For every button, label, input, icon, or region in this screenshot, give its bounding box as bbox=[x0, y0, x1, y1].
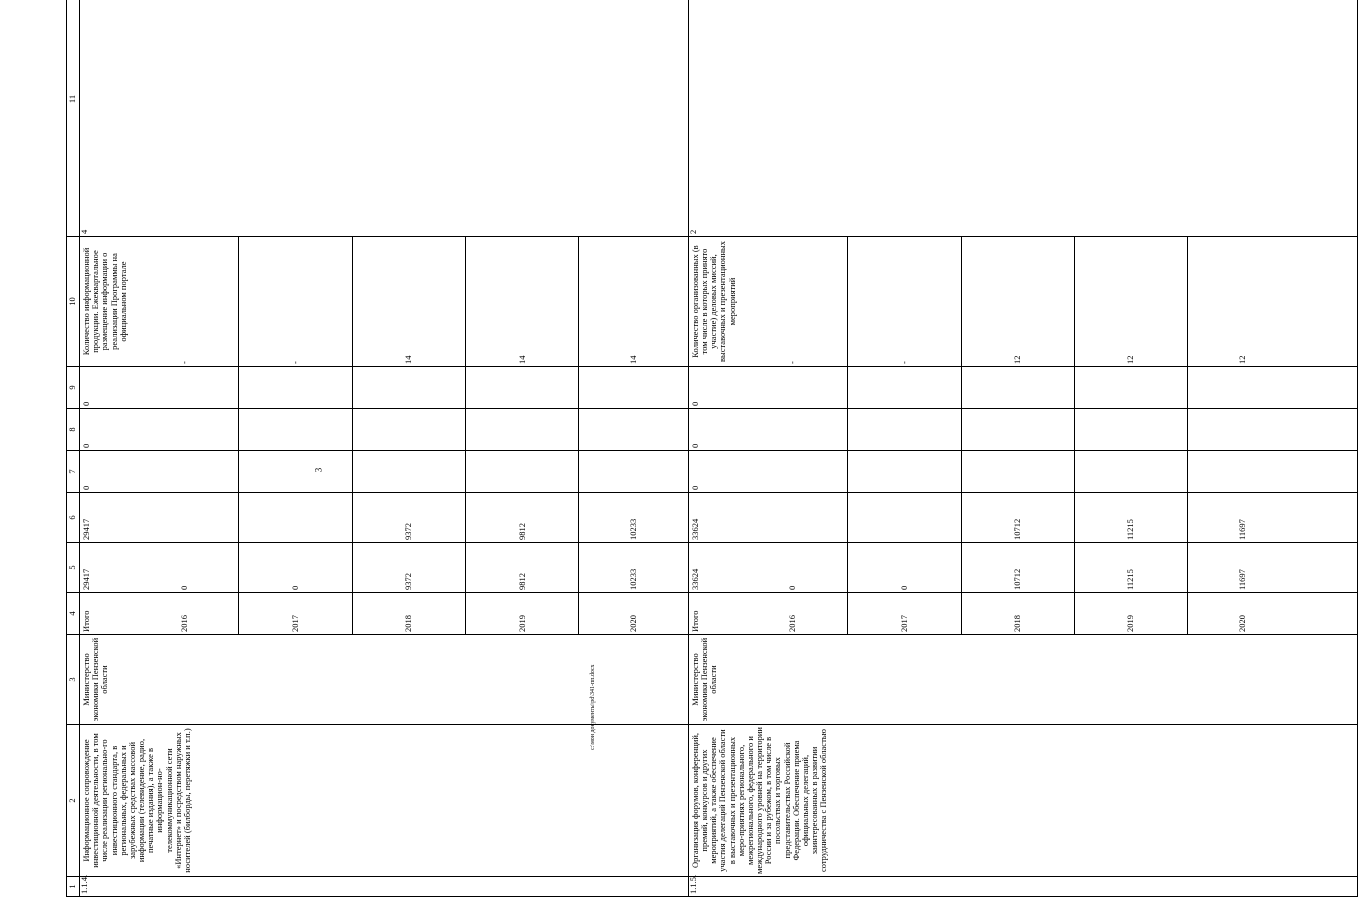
year: 2020 bbox=[579, 593, 688, 634]
header-cell: 1 bbox=[67, 877, 80, 897]
indicator-cell bbox=[688, 237, 1357, 367]
amount: 0 bbox=[239, 543, 352, 592]
indicator-number: 2 bbox=[688, 0, 1357, 237]
header-cell: 4 bbox=[67, 593, 80, 635]
amount bbox=[848, 493, 961, 542]
header-cell: 7 bbox=[67, 451, 80, 493]
amount bbox=[739, 493, 848, 542]
header-cell: 3 bbox=[67, 635, 80, 725]
indicator-name: Количество информационной продукции. Ежеквартальное размещение информации о реализации Программы на официальном портале bbox=[81, 247, 128, 356]
amount-cell bbox=[80, 409, 689, 451]
indicator-value: 14 bbox=[352, 237, 465, 366]
amount: 11697 bbox=[1188, 543, 1297, 592]
indicator-value: 14 bbox=[579, 237, 688, 366]
amount-cell bbox=[688, 493, 1357, 543]
amount bbox=[130, 493, 239, 542]
regional-budget-total: 29417 bbox=[81, 518, 91, 540]
page-number: 3 bbox=[313, 467, 324, 473]
amount: 9812 bbox=[466, 493, 579, 542]
year: 2016 bbox=[178, 615, 189, 632]
amount: 11697 bbox=[1188, 493, 1297, 542]
header-cell: 10 bbox=[67, 237, 80, 367]
year: 2017 bbox=[848, 593, 961, 634]
table-row bbox=[688, 0, 1357, 897]
header-cell: 11 bbox=[67, 0, 80, 237]
file-path-footer: c:\мои документы\pd\341-пп.docx bbox=[590, 664, 596, 750]
amount: 10712 bbox=[961, 543, 1074, 592]
indicator-value: - bbox=[787, 361, 798, 364]
amount-cell bbox=[688, 451, 1357, 493]
amount: 10233 bbox=[579, 543, 688, 592]
indicator-value: 14 bbox=[466, 237, 579, 366]
amount: 0 bbox=[81, 401, 91, 406]
header-cell: 5 bbox=[67, 543, 80, 593]
amount: 11215 bbox=[1074, 493, 1187, 542]
year: 2016 bbox=[787, 615, 798, 632]
amount-cell bbox=[80, 451, 689, 493]
amount: 0 bbox=[787, 585, 798, 590]
year: 2018 bbox=[961, 593, 1074, 634]
amount-cell bbox=[688, 543, 1357, 593]
year: 2020 bbox=[1188, 593, 1297, 634]
amount: 0 bbox=[689, 443, 700, 448]
year-cell bbox=[688, 593, 1357, 635]
indicator-value: 12 bbox=[961, 237, 1074, 366]
amount bbox=[239, 493, 352, 542]
year: 2019 bbox=[1074, 593, 1187, 634]
amount: 0 bbox=[81, 485, 91, 490]
amount: 10233 bbox=[579, 493, 688, 542]
amount-cell bbox=[80, 493, 689, 543]
amount: 11215 bbox=[1074, 543, 1187, 592]
year: 2018 bbox=[352, 593, 465, 634]
indicator-value: - bbox=[848, 237, 961, 366]
year: 2017 bbox=[239, 593, 352, 634]
row-number: 1.1.5. bbox=[688, 877, 1357, 897]
indicator-value: 12 bbox=[1074, 237, 1187, 366]
amount: 10712 bbox=[961, 493, 1074, 542]
header-cell: 6 bbox=[67, 493, 80, 543]
header-cell: 8 bbox=[67, 409, 80, 451]
amount: 0 bbox=[81, 443, 91, 448]
regional-budget-total: 33624 bbox=[689, 518, 700, 540]
executor: Министерство экономики Пензенской области bbox=[688, 635, 1357, 725]
rotated-table-container bbox=[66, 12, 1247, 897]
indicator-value: - bbox=[178, 361, 189, 364]
executor: Министерство экономики Пензенской области bbox=[80, 635, 689, 725]
total-label: Итого bbox=[81, 610, 91, 632]
amount: 9372 bbox=[352, 493, 465, 542]
activity-name: Организация форумов, конференций, премий, конкурсов и других мероприятий, а также обеспечение участия делегаций Пензенской области в выставочных и презентационных меро-приятиях регионального, межрегионального, федерального и международного уровней на территории России и за рубежом, в том числе в посольствах и торговых представительствах Российской Федерации. Обеспечение приема официальных делегаций, заинтересованных в развитии сотрудничества с Пензенской областью bbox=[688, 725, 1357, 877]
table-row bbox=[80, 0, 689, 897]
row-number: 1.1.4. bbox=[80, 877, 689, 897]
amount: 0 bbox=[689, 485, 700, 490]
amount-cell bbox=[80, 367, 689, 409]
year-cell bbox=[80, 593, 689, 635]
indicator-name: Количество организованных (в том числе в которых принято участие) деловых миссий, выставочных и презентационных мероприятий bbox=[689, 241, 737, 363]
total-amount: 33624 bbox=[689, 568, 700, 590]
year: 2019 bbox=[466, 593, 579, 634]
amount: 9372 bbox=[352, 543, 465, 592]
amount-cell bbox=[688, 409, 1357, 451]
header-cell: 2 bbox=[67, 725, 80, 877]
amount: 0 bbox=[848, 543, 961, 592]
indicator-value: 12 bbox=[1188, 237, 1297, 366]
indicator-number: 4 bbox=[80, 0, 689, 237]
amount: 9812 bbox=[466, 543, 579, 592]
header-cell: 9 bbox=[67, 367, 80, 409]
amount-cell bbox=[688, 367, 1357, 409]
total-amount: 29417 bbox=[81, 568, 91, 590]
program-table bbox=[66, 0, 1358, 897]
amount: 0 bbox=[178, 585, 189, 590]
total-label: Итого bbox=[689, 610, 700, 632]
indicator-cell bbox=[80, 237, 689, 367]
header-row bbox=[67, 0, 80, 897]
indicator-value: - bbox=[239, 237, 352, 366]
amount-cell bbox=[80, 543, 689, 593]
amount: 0 bbox=[689, 401, 700, 406]
activity-name: Информационное сопровождение инвестиционной деятельности, в том числе реализации регионально-го инвестиционного стандарта, в региональных, федеральных и зарубежных средствах массовой информации (телевидение, радио, печатные издания), а также в информацион-но-телекоммуникационной сети «Интернет» и посредством наружных носителей (билборды, перетяжки и т.п.) bbox=[80, 725, 689, 877]
